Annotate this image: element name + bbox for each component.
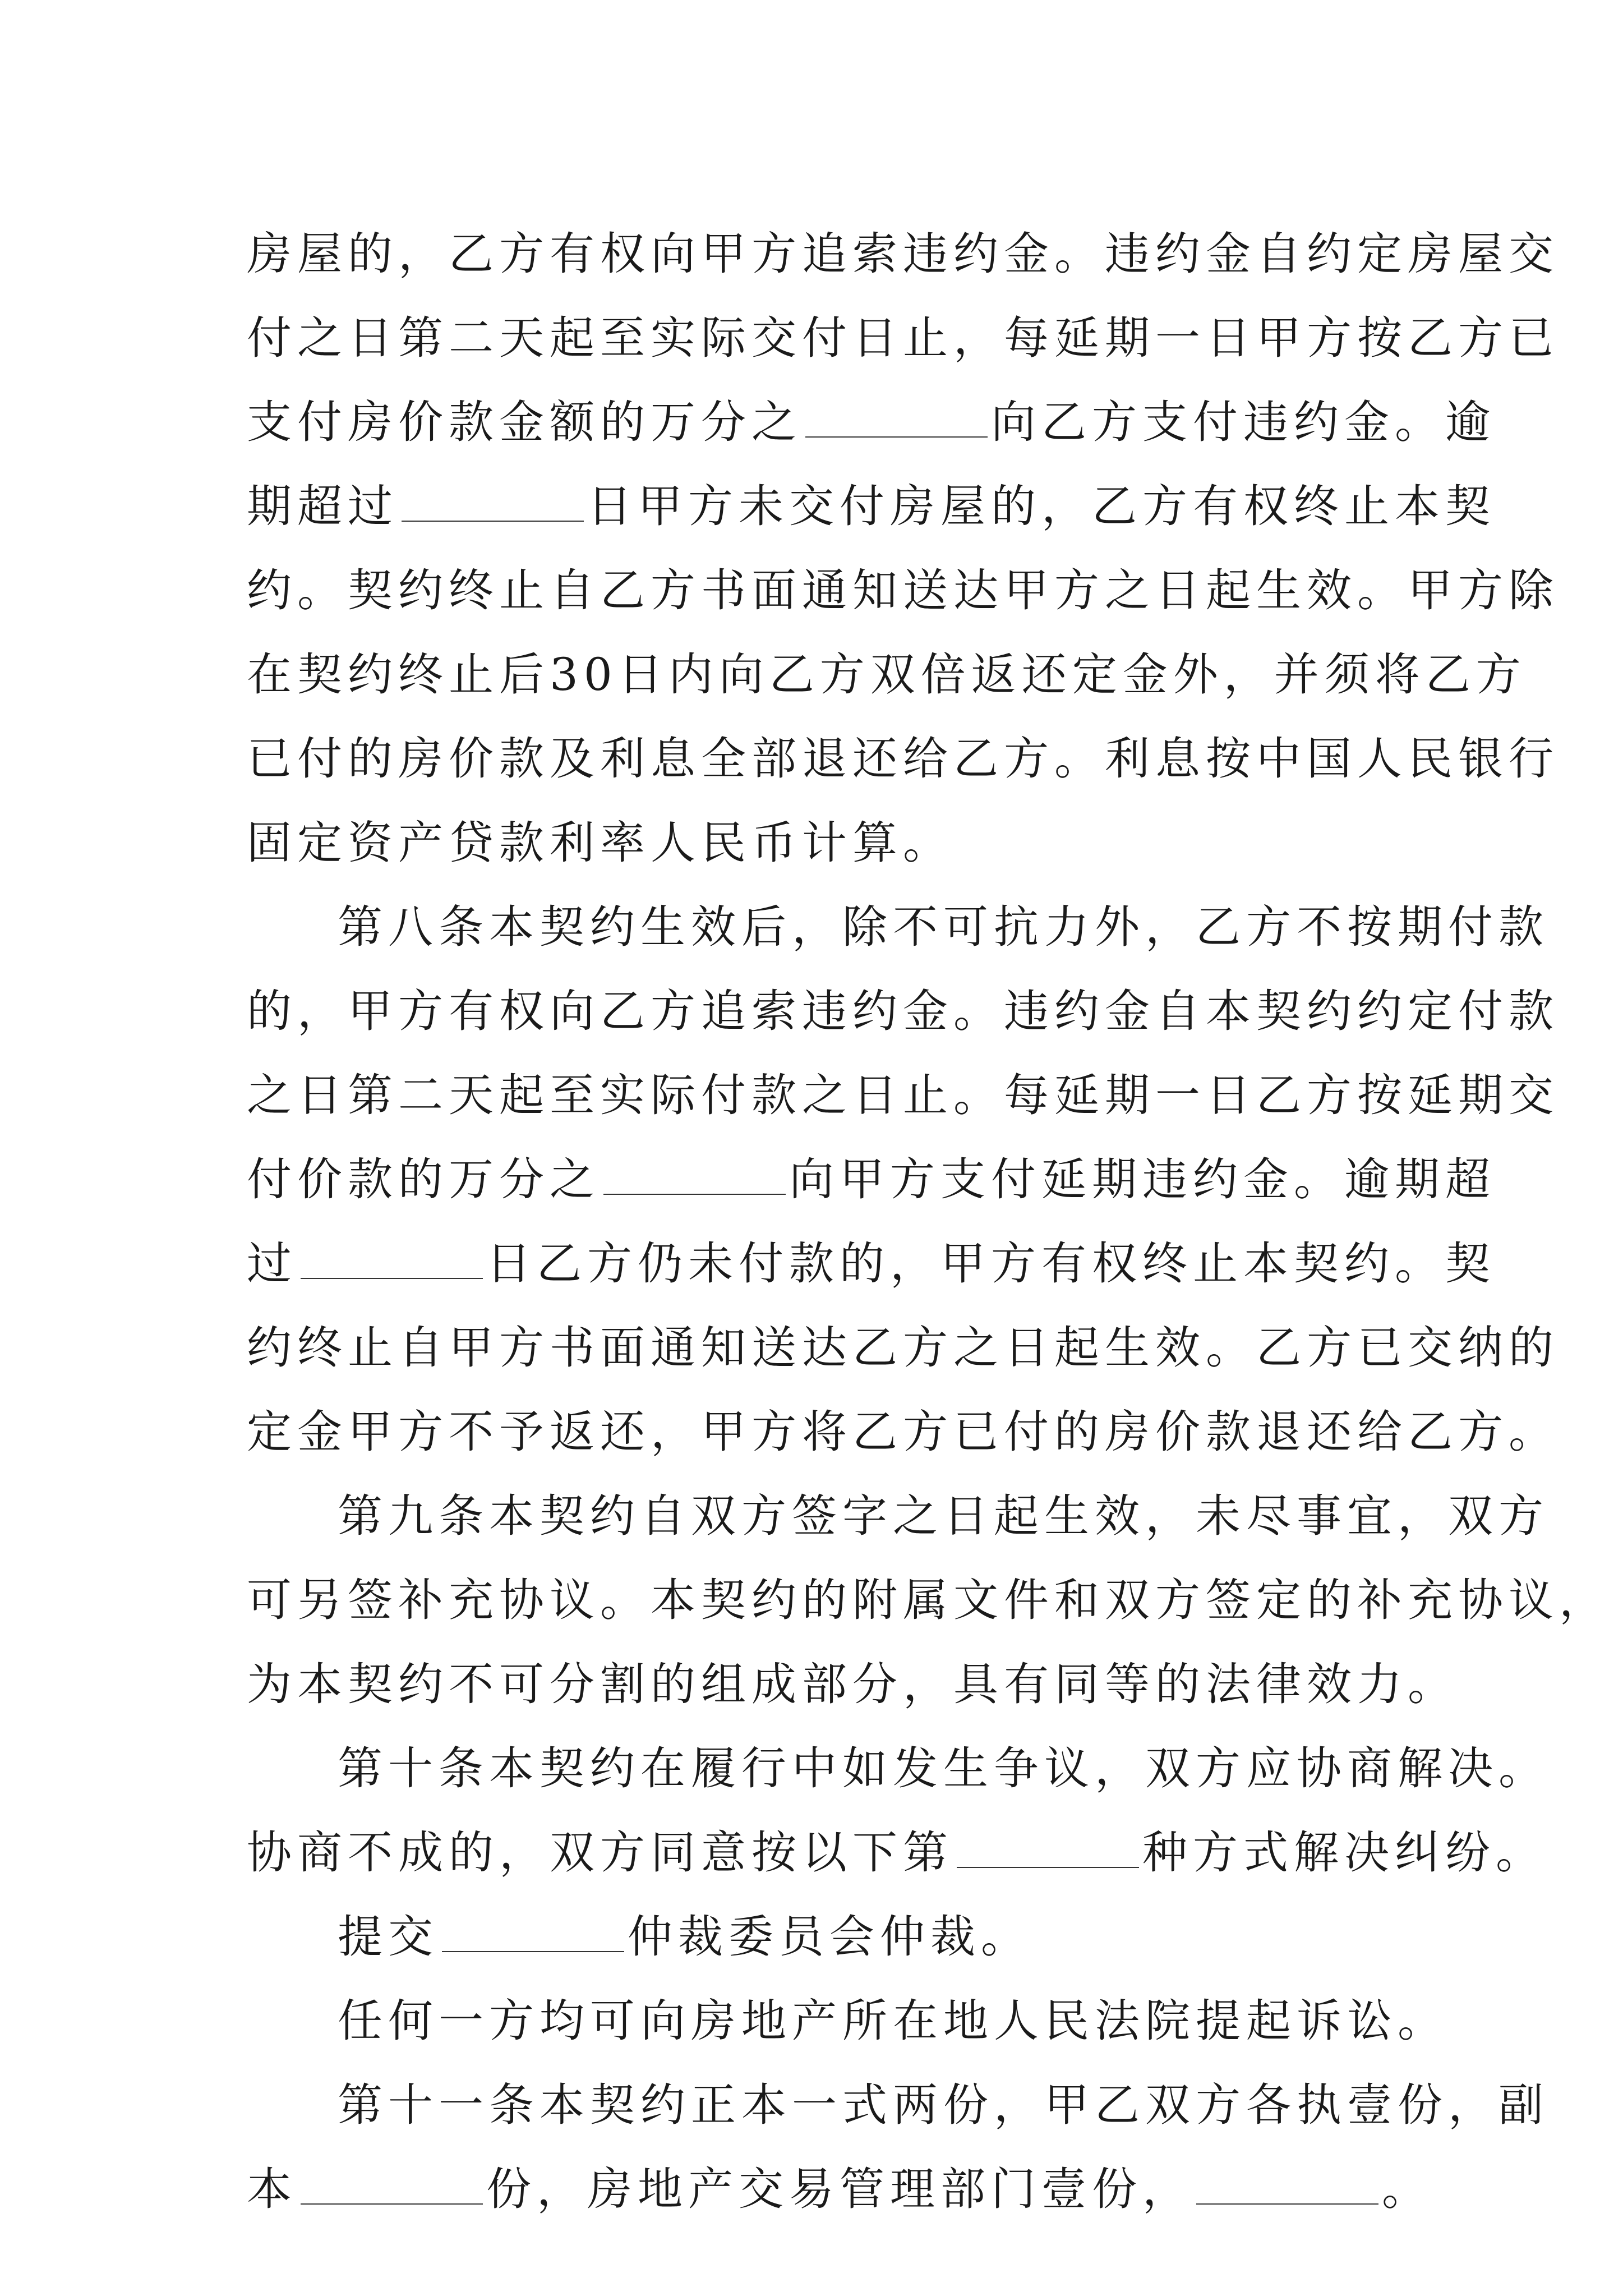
text-line: [247, 717, 1559, 801]
text-line: [247, 2063, 1549, 2147]
text-line: [247, 1811, 1546, 1895]
text-segment: 第十条本契约在履行中如发生争议，双方应协商解决。: [338, 1742, 1549, 1795]
text-segment: 可另签补充协议。本契约的附属文件和双方签定的补充协议，: [247, 1574, 1610, 1626]
text-line: [247, 212, 1559, 296]
text-segment: 第十一条本契约正本一式两份，甲乙双方各执壹份，副: [338, 2079, 1549, 2131]
fill-in-blank: [957, 1824, 1139, 1868]
text-segment: 仲裁委员会仲裁。: [628, 1911, 1031, 1963]
contract-text-body: [247, 212, 1610, 2231]
text-line: [247, 464, 1496, 549]
text-line: [247, 1979, 1448, 2063]
text-segment: 第九条本契约自双方签字之日起生效，未尽事宜，双方: [338, 1490, 1549, 1542]
text-line: [247, 380, 1496, 464]
text-segment: 任何一方均可向房地产所在地人民法院提起诉讼。: [338, 1995, 1448, 2047]
text-segment: 份，房地产交易管理部门壹份，: [486, 2163, 1193, 2215]
text-segment: 之日第二天起至实际付款之日止。每延期一日乙方按延期交: [247, 1069, 1559, 1121]
text-segment: 固定资产贷款利率人民币计算。: [247, 817, 953, 869]
text-line: [247, 296, 1559, 380]
text-line: [247, 1222, 1496, 1306]
text-segment: 付之日第二天起至实际交付日止，每延期一日甲方按乙方已: [247, 312, 1559, 364]
text-line: [247, 633, 1527, 717]
fill-in-blank: [1196, 2161, 1378, 2205]
text-segment: 在契约终止后30日内向乙方双倍返还定金外，并须将乙方: [247, 648, 1527, 701]
text-segment: 种方式解决纠纷。: [1142, 1826, 1546, 1879]
text-line: [247, 969, 1559, 1053]
text-segment: 向乙方支付违约金。逾: [991, 396, 1496, 448]
text-segment: 为本契约不可分割的组成部分，具有同等的法律效力。: [247, 1658, 1458, 1710]
text-line: [247, 1727, 1549, 1811]
text-segment: 的，甲方有权向乙方追索违约金。违约金自本契约约定付款: [247, 985, 1559, 1037]
text-segment: 房屋的，乙方有权向甲方追索违约金。违约金自约定房屋交: [247, 228, 1559, 280]
text-line: [247, 1053, 1559, 1138]
text-segment: 向甲方支付延期违约金。逾期超: [789, 1153, 1496, 1205]
text-segment: 期超过: [247, 480, 398, 532]
text-segment: 日乙方仍未付款的，甲方有权终止本契约。契: [486, 1237, 1496, 1290]
text-segment: 日甲方未交付房屋的，乙方有权终止本契: [587, 480, 1496, 532]
fill-in-blank: [301, 2161, 483, 2205]
text-line: [247, 801, 1394, 885]
text-segment: 过: [247, 1237, 297, 1290]
text-segment: 第八条本契约生效后，除不可抗力外，乙方不按期付款: [338, 901, 1549, 953]
text-line: [247, 885, 1549, 969]
text-line: [247, 1474, 1549, 1558]
text-line: [247, 1895, 1394, 1979]
text-segment: 约。契约终止自乙方书面通知送达甲方之日起生效。甲方除: [247, 564, 1559, 616]
fill-in-blank: [301, 1235, 483, 1279]
text-segment: 提交: [338, 1911, 439, 1963]
text-segment: 。: [1382, 2163, 1432, 2215]
fill-in-blank: [442, 1908, 624, 1952]
text-segment: 付价款的万分之: [247, 1153, 600, 1205]
text-line: [247, 1306, 1559, 1390]
fill-in-blank: [402, 478, 584, 522]
text-segment: 定金甲方不予返还，甲方将乙方已付的房价款退还给乙方。: [247, 1406, 1559, 1458]
text-segment: 约终止自甲方书面通知送达乙方之日起生效。乙方已交纳的: [247, 1322, 1559, 1374]
text-segment: 本: [247, 2163, 297, 2215]
text-line: [247, 1138, 1496, 1222]
text-line: [247, 549, 1559, 633]
text-segment: 已付的房价款及利息全部退还给乙方。利息按中国人民银行: [247, 733, 1559, 785]
fill-in-blank: [805, 394, 988, 438]
text-segment: 协商不成的，双方同意按以下第: [247, 1826, 953, 1879]
text-line: [247, 1558, 1610, 1642]
text-line: [247, 1390, 1559, 1474]
text-line: [247, 1642, 1458, 1727]
text-segment: 支付房价款金额的万分之: [247, 396, 802, 448]
text-line: [247, 2147, 1432, 2231]
fill-in-blank: [603, 1151, 786, 1195]
